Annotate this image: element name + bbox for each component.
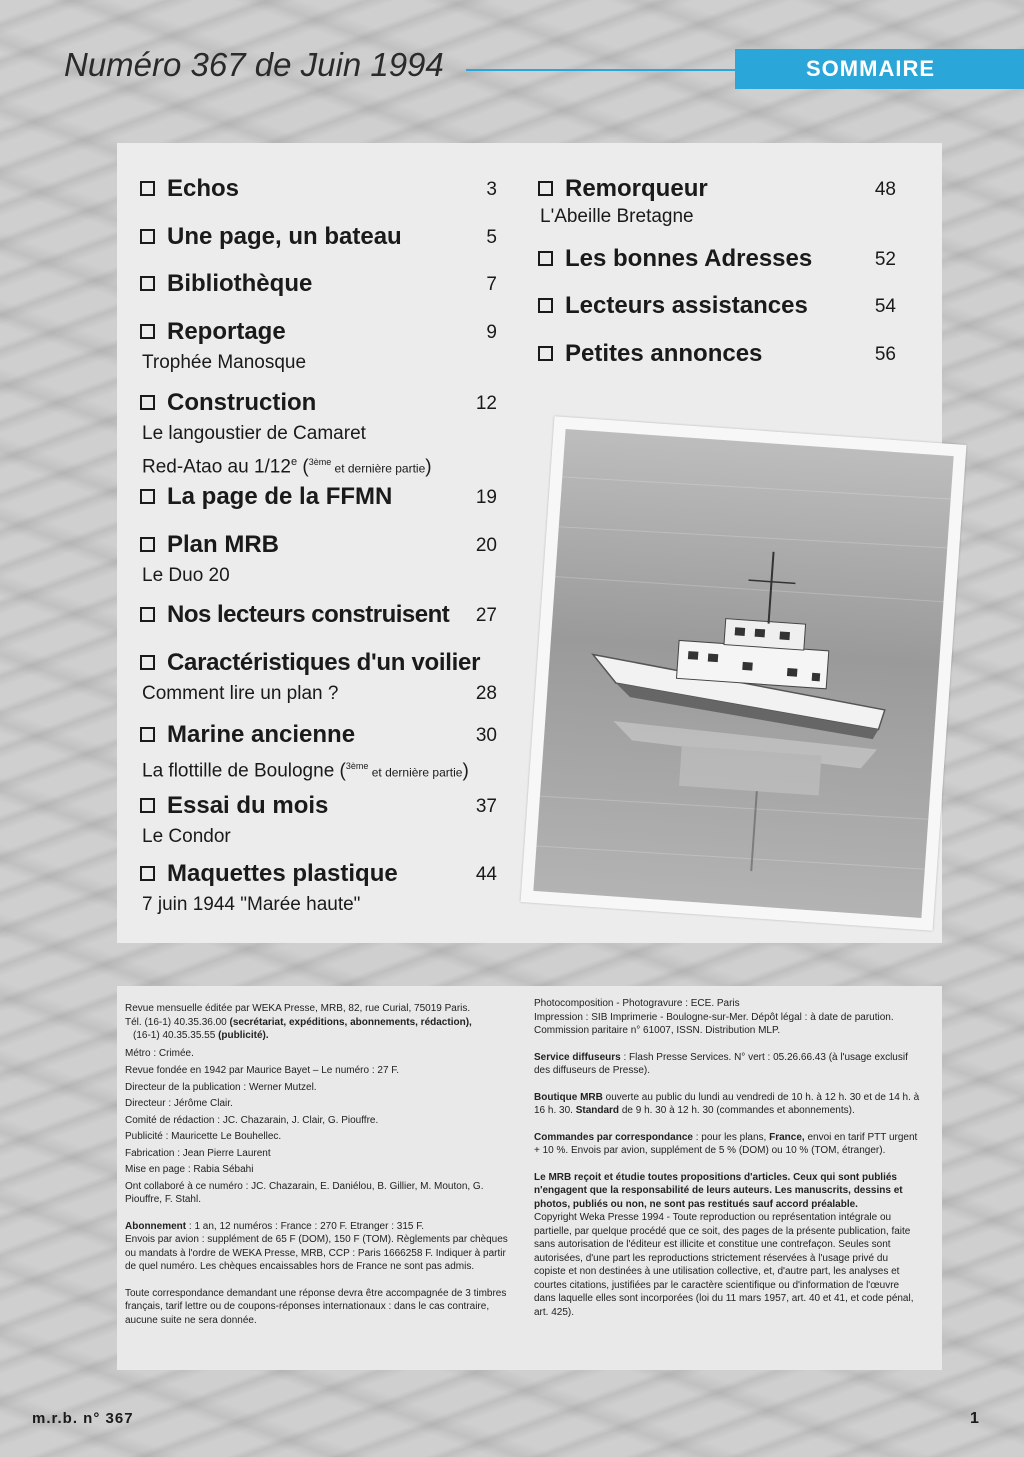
checkbox-icon xyxy=(538,181,553,196)
checkbox-icon xyxy=(140,489,155,504)
toc-entry-voilier[interactable]: Caractéristiques d'un voilier Comment lire un plan ? 28 xyxy=(142,649,497,704)
toc-entry-lecteurs-construisent[interactable]: Nos lecteurs construisent 27 xyxy=(140,600,497,632)
toc-entry-reportage[interactable]: Reportage 9 Trophée Manosque xyxy=(142,318,497,373)
toc-entry-echos[interactable]: Echos 3 xyxy=(140,174,497,206)
toc-entry-construction[interactable]: Construction 12 Le langoustier de Camaret Red-Atao au 1/12e ($^{3ème}$ et dernière partie) xyxy=(142,389,497,478)
checkbox-icon xyxy=(140,395,155,410)
checkbox-icon xyxy=(140,798,155,813)
checkbox-icon xyxy=(140,324,155,339)
checkbox-icon xyxy=(140,866,155,881)
masthead-right: Photocomposition - Photogravure : ECE. Paris Impression : SIB Imprimerie - Boulogne-sur-Mer. Dépôt légal : à date de parution. Commission paritaire n° 61007, ISSN. Distribution MLP. Service diffuseurs : Flash Presse Services. N° vert : 05.26.66.43 (à l'usage exclusif des diffuseurs de Presse). Boutique MRB ouverte au public du lundi au vendredi de 10 h. à 12 h. 30 et de 14 h. à 16 h. 30. Standard de 9 h. 30 à 12 h. 30 (commandes et abonnements). Commandes par correspondance : pour les plans, France, envoi en tarif PTT urgent + 10 %. Envois par avion, supplément de 5 % (DOM) ou 10 % (TOM, étranger). Le MRB reçoit et étudie toutes propositions d'articles. Ceux qui sont publiés n'engagent que la responsabilité de leurs auteurs. Les manuscrits, dessins et photos, publiés ou non, ne sont pas restitués sauf accord préalable. Copyright Weka Presse 1994 - Toute reproduction ou représentation intégrale ou partielle, par quelque procédé que ce soit, des pages de la présente publication, faite sans autorisation de l'éditeur est illicite et constitue une contrefaçon. Seules sont autorisées, d'une part les reproductions strictement réservées à l'usage privé du copiste et non destinées à une utilisation collective, et, d'autre part, les analyses et courtes citations, justifiées par le caractère scientifique ou d'information de l'œuvre dans laquelle elles sont incorporées (loi du 11 mars 1957, art. 40 et 41, et code pénal, art. 425). xyxy=(534,998,920,1318)
magazine-footer: m.r.b. n° 367 xyxy=(32,1410,134,1427)
toc-entry-plan-mrb[interactable]: Plan MRB 20 Le Duo 20 xyxy=(142,531,497,586)
checkbox-icon xyxy=(538,298,553,313)
checkbox-icon xyxy=(140,276,155,291)
section-banner: SOMMAIRE xyxy=(735,49,1024,89)
masthead-left: Revue mensuelle éditée par WEKA Presse, MRB, 82, rue Curial, 75019 Paris. Tél. (16-1) 40.35.36.00 (secrétariat, expéditions, abonnements, rédaction), (16-1) 40.35.35.55 (publicité). Métro : Crimée. Revue fondée en 1942 par Maurice Bayet – Le numéro : 27 F. Directeur de la publication : Werner Mutzel. Directeur : Jérôme Clair. Comité de rédaction : JC. Chazarain, J. Clair, G. Piouffre. Publicité : Mauricette Le Bouhellec. Fabrication : Jean Pierre Laurent Mise en page : Rabia Sébahi Ont collaboré à ce numéro : JC. Chazarain, E. Daniélou, B. Gillier, M. Mouton, G. Piouffre, F. Stahl. Abonnement : 1 an, 12 numéros : France : 270 F. Etranger : 315 F. Envois par avion : supplément de 65 F (DOM), 150 F (TOM). Règlements par chèques ou mandats à l'ordre de WEKA Presse, MRB, CCP : Paris 1666258 F. Indiquer à partir de quel numéro. Les chèques encaissables hors de France ne sont pas admis. Toute correspondance demandant une réponse devra être accompagnée de 3 timbres français, tarif lettre ou de coupons-réponses internationaux : dans le cas contraire, aucune suite ne sera donnée. xyxy=(125,1003,508,1326)
toc-entry-lecteurs-assistances[interactable]: Lecteurs assistances 54 xyxy=(538,291,896,323)
checkbox-icon xyxy=(538,251,553,266)
toc-entry-essai[interactable]: Essai du mois 37 Le Condor xyxy=(142,792,497,847)
boat-photo xyxy=(521,416,967,931)
toc-entry-bibliotheque[interactable]: Bibliothèque 7 xyxy=(140,269,497,301)
header-rule xyxy=(466,69,736,71)
toc-entry-petites-annonces[interactable]: Petites annonces 56 xyxy=(538,339,896,371)
checkbox-icon xyxy=(140,181,155,196)
issue-title: Numéro 367 de Juin 1994 xyxy=(64,46,444,83)
checkbox-icon xyxy=(140,607,155,622)
checkbox-icon xyxy=(538,346,553,361)
toc-entry-maquettes[interactable]: Maquettes plastique 44 7 juin 1944 "Marée haute" xyxy=(142,860,497,915)
toc-entry-une-page[interactable]: Une page, un bateau 5 xyxy=(140,222,497,254)
checkbox-icon xyxy=(140,229,155,244)
checkbox-icon xyxy=(140,655,155,670)
checkbox-icon xyxy=(140,727,155,742)
toc-entry-remorqueur[interactable]: Remorqueur 48 L'Abeille Bretagne xyxy=(540,175,896,227)
page-number: 1 xyxy=(970,1410,979,1427)
toc-entry-marine-ancienne[interactable]: Marine ancienne 30 La flottille de Boulogne ($^{3ème}$ et dernière partie) xyxy=(142,721,497,782)
checkbox-icon xyxy=(140,537,155,552)
toc-entry-ffmn[interactable]: La page de la FFMN 19 xyxy=(140,482,497,514)
toc-entry-adresses[interactable]: Les bonnes Adresses 52 xyxy=(538,244,896,276)
